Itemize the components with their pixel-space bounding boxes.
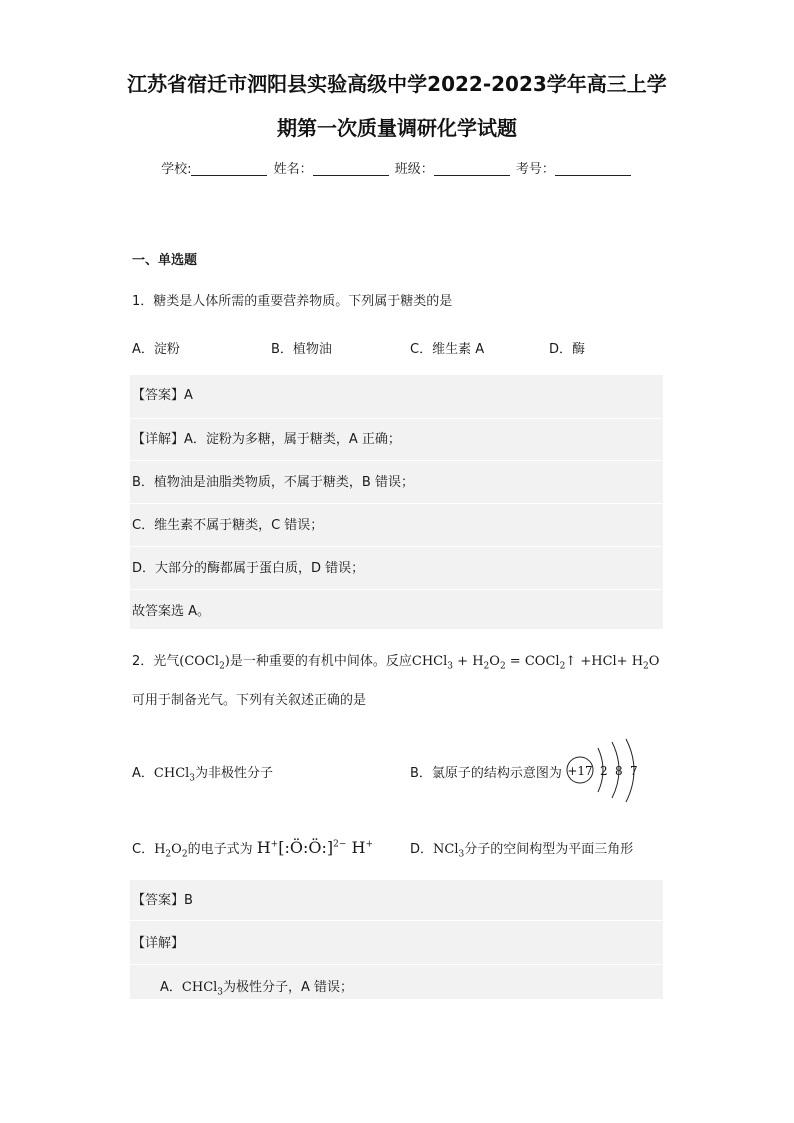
q2-analysis-a: A．CHCl$_3$为极性分子，A 错误；	[160, 980, 354, 998]
q2-answer-box	[130, 880, 663, 999]
q2-stem-prefix: 2．光气	[132, 654, 180, 669]
shell-2-electrons: 8	[615, 764, 623, 778]
class-label: 班级：	[394, 162, 434, 177]
q2-stem-line-1	[132, 653, 659, 676]
q2-option-a: A．CHCl$_3$为非极性分子	[132, 766, 274, 784]
q1-analysis-line-5: 故答案选 A。	[132, 604, 211, 619]
h2o2-electron-formula: H+[:Ö:Ö:]$^{2-}$ H+	[256, 838, 373, 857]
class-blank[interactable]	[434, 161, 510, 176]
exam-number-label: 考号：	[515, 162, 555, 177]
student-info-row	[0, 158, 794, 177]
q2-analysis-head: 【详解】	[132, 936, 185, 951]
q2-phosgene-formula: (COCl$_2$)	[179, 654, 230, 672]
nucleus-charge: +17	[567, 764, 593, 778]
section-heading: 一、单选题	[132, 253, 198, 268]
shell-1-electrons: 2	[600, 764, 608, 778]
exam-number-blank[interactable]	[555, 161, 631, 176]
q1-analysis-line-4: D．大部分的酶都属于蛋白质，D 错误；	[132, 561, 365, 576]
title-line-1: 江苏省宿迁市泗阳县实验高级中学2022-2023学年高三上学	[127, 72, 667, 96]
q1-stem: 1．糖类是人体所需的重要营养物质。下列属于糖类的是	[132, 294, 453, 309]
q1-analysis-line-1: 【详解】A．淀粉为多糖，属于糖类，A 正确；	[132, 432, 401, 447]
name-label: 姓名：	[273, 162, 313, 177]
school-label: 学校:	[161, 162, 192, 177]
q1-analysis-line-3: C．维生素不属于糖类，C 错误；	[132, 518, 324, 533]
chlorine-atom-structure-diagram	[564, 738, 644, 804]
q2-option-d: D．NCl$_3$分子的空间构型为平面三角形	[410, 842, 634, 860]
name-blank[interactable]	[313, 161, 389, 176]
q1-option-a: A．淀粉	[132, 342, 180, 357]
q1-option-d: D．酶	[549, 342, 586, 357]
q2-option-c: C．$H_2O_2$的电子式为 H+[:Ö:Ö:]$^{2-}$ H+	[132, 838, 373, 860]
q2-reaction-equation: CHCl$_3$ + $H_2O_2$ = COCl$_2$↑ $+HCl+ H_2O$	[411, 654, 660, 672]
shell-3-electrons: 7	[630, 764, 638, 778]
title-line-2: 期第一次质量调研化学试题	[277, 116, 517, 140]
q1-analysis-line-2: B．植物油是油脂类物质，不属于糖类，B 错误；	[132, 475, 414, 490]
q2-answer: 【答案】B	[132, 893, 193, 908]
q1-answer-box	[130, 375, 663, 629]
q1-option-c: C．维生素 A	[410, 342, 485, 357]
q2-stem-line-2: 可用于制备光气。下列有关叙述正确的是	[132, 693, 367, 708]
q2-option-b: B．氯原子的结构示意图为	[410, 766, 562, 781]
q1-answer: 【答案】A	[132, 388, 193, 403]
school-blank[interactable]	[191, 161, 267, 176]
q1-option-b: B．植物油	[271, 342, 332, 357]
q2-stem-mid: 是一种重要的有机中间体。反应	[229, 654, 412, 669]
